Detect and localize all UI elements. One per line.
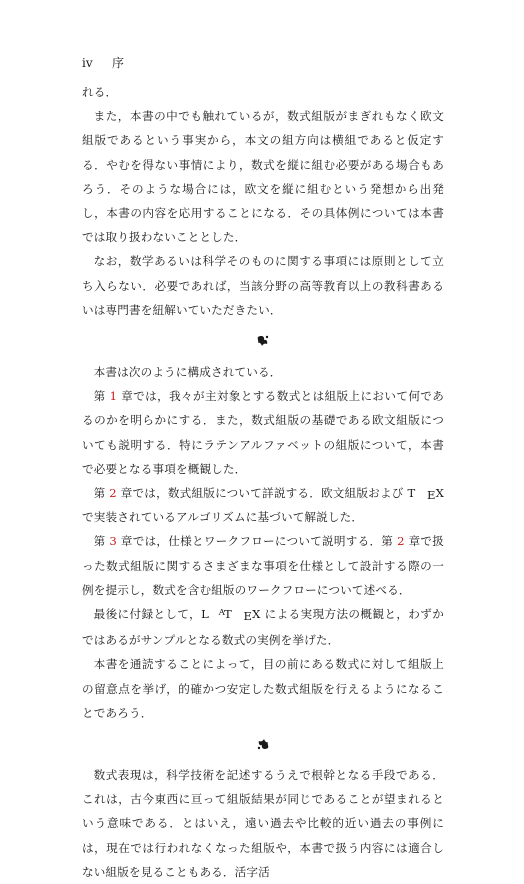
page-number: iv xyxy=(82,56,93,70)
running-head xyxy=(82,54,124,71)
fleuron-icon xyxy=(256,334,270,348)
fleuron-icon xyxy=(256,737,270,751)
paragraph-reading: 本書を通読することによって，目の前にある数式に対して組版上の留意点を挙げ，的確かつ安定した数式組版を行えるようになることであろう． xyxy=(82,657,444,720)
chapter-number: 2 xyxy=(109,486,117,501)
paragraph-direction: また，本書の中でも触れているが，数式組版がまぎれもなく欧文組版であるという事実から，本文の組方向は横組であると仮定する．やむを得ない事情により，数式を縦に組む必要がある場合もあろう．そのような場合には，欧文を縦に組むという発想から出発し，本書の内容を応用することになる．その具体例については本書では取り扱わないこととした． xyxy=(82,109,444,245)
paragraph-scope: なお，数学あるいは科学そのものに関する事項には原則として立ち入らない．必要であれば，当該分野の高等教育以上の教科書あるいは専門書を紐解いていただきたい． xyxy=(82,254,444,317)
body-text xyxy=(82,80,444,884)
chapter-number: 1 xyxy=(109,389,118,404)
paragraph-math-expression: 数式表現は，科学技術を記述するうえで根幹となる手段である．これは，古今東西に亘って組版結果が同じであることが望まれるという意味である．とはいえ，遠い過去や比較的近い過去の事例には，現在では行われなくなった組版や，本書で扱う内容には適合しない組版を見ることもある．活字活 xyxy=(82,768,444,879)
chapter-number: 2 xyxy=(397,534,405,549)
paragraph-continuation: れる． xyxy=(82,85,118,99)
tex-logo: T EX xyxy=(407,486,444,503)
chapter-number: 3 xyxy=(109,534,117,549)
ornament-divider-1 xyxy=(82,322,444,360)
paragraph-appendix: 最後に付録として，L AT EX による実現方法の概観と，わずかではあるがサンプルとなる数式の実例を挙げた． xyxy=(82,607,444,648)
paragraph-structure-intro: 本書は次のように構成されている． xyxy=(93,365,282,380)
paragraph-chapter-1: 第 1 章では，我々が主対象とする数式とは組版上において何であるのかを明らかにする．また，数式組版の基礎である欧文組版についても説明する．特にラテンアルファベットの組版について，本書で必要となる事項を概観した． xyxy=(82,389,444,476)
paragraph-chapter-2: 第 2 章では，数式組版について詳説する．欧文組版および T EX で実装されているアルゴリズムに基づいて解説した． xyxy=(82,486,444,525)
latex-logo: L AT EX xyxy=(201,607,261,624)
ornament-divider-2 xyxy=(82,725,444,763)
paragraph-chapter-3: 第 3 章では，仕様とワークフローについて説明する．第 2 章で扱った数式組版に関するさまざまな事項を仕様として設計する際の一例を提示し，数式を含む組版のワークフローについて述べる． xyxy=(82,534,445,597)
section-title: 序 xyxy=(112,56,125,70)
